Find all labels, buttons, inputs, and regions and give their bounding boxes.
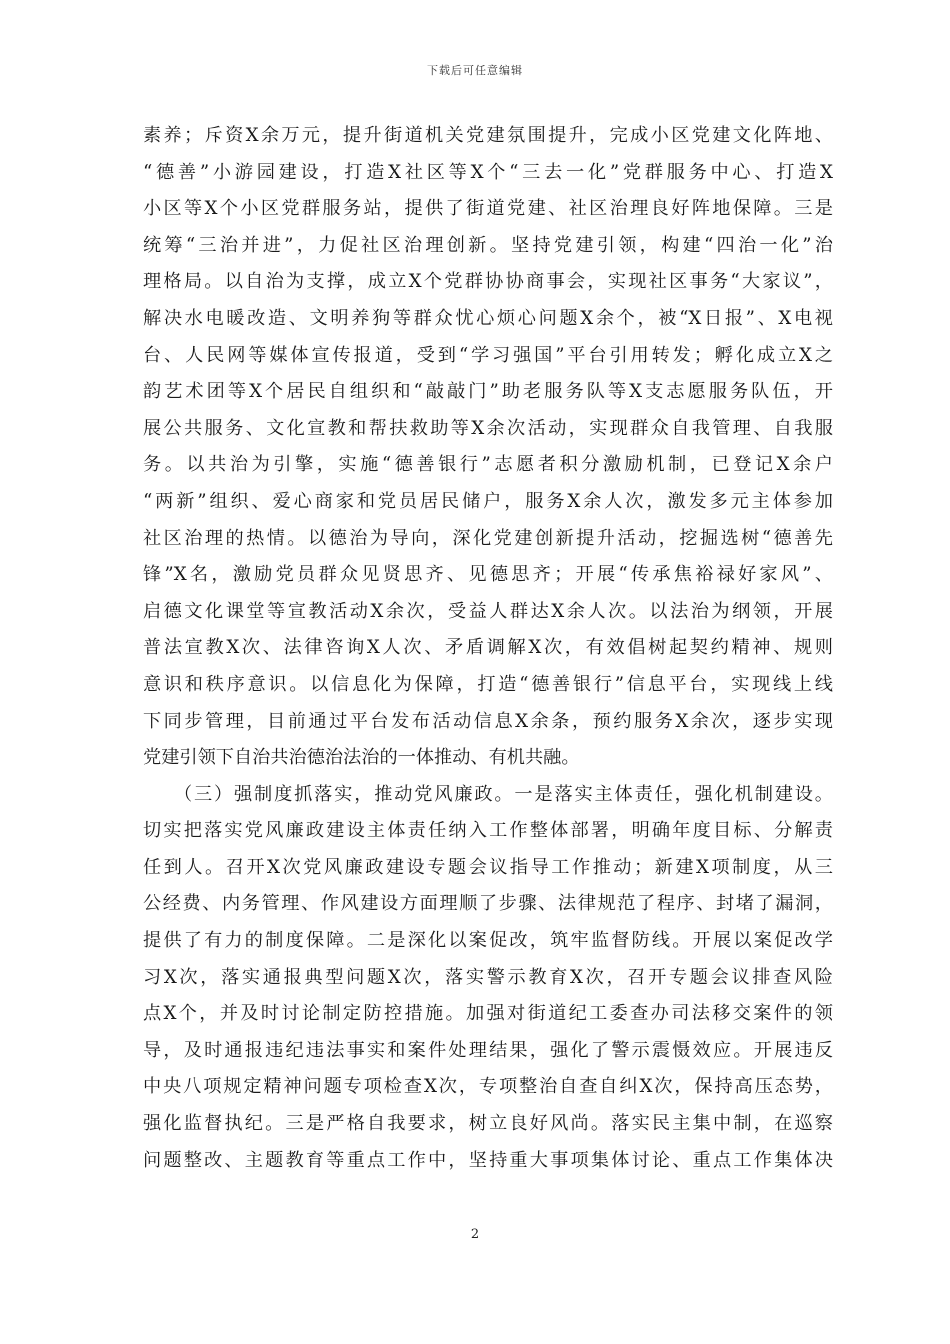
page-number: 2 <box>470 1227 480 1242</box>
text-line: 展公共服务、文化宣教和帮扶救助等X余次活动，实现群众自我管理、自我服 <box>143 417 833 439</box>
text-line: “德善”小游园建设，打造X社区等X个“三去一化”党群服务中心、打造X <box>143 161 833 183</box>
text-line: 统筹“三治并进”，力促社区治理创新。坚持党建引领，构建“四治一化”治 <box>143 234 833 256</box>
text-line: （三）强制度抓落实，推动党风廉政。一是落实主体责任，强化机制建设。 <box>143 783 833 805</box>
text-line: 解决水电暖改造、文明养狗等群众忧心烦心问题X余个，被“X日报”、X电视 <box>143 307 833 329</box>
text-line: 普法宣教X次、法律咨询X人次、矛盾调解X次，有效倡树起契约精神、规则 <box>143 637 833 659</box>
text-line: 中央八项规定精神问题专项检查X次，专项整治自查自纠X次，保持高压态势， <box>143 1076 833 1098</box>
text-line: 导，及时通报违纪违法事实和案件处理结果，强化了警示震慑效应。开展违反 <box>143 1039 833 1061</box>
text-line: 韵艺术团等X个居民自组织和“敲敲门”助老服务队等X支志愿服务队伍，开 <box>143 381 833 403</box>
text-line: 理格局。以自治为支撑，成立X个党群协协商事会，实现社区事务“大家议”， <box>143 271 833 293</box>
text-line: 问题整改、主题教育等重点工作中，坚持重大事项集体讨论、重点工作集体决 <box>143 1149 833 1171</box>
text-line: 党建引领下自治共治德治法治的一体推动、有机共融。 <box>143 747 580 769</box>
text-line: 社区治理的热情。以德治为导向，深化党建创新提升活动，挖掘选树“德善先 <box>143 527 833 549</box>
text-line: 强化监督执纪。三是严格自我要求，树立良好风尚。落实民主集中制，在巡察 <box>143 1113 833 1135</box>
page-header: 下载后可任意编辑 <box>427 64 523 77</box>
body-text <box>143 118 833 1179</box>
text-line: 提供了有力的制度保障。二是深化以案促改，筑牢监督防线。开展以案促改学 <box>143 930 833 952</box>
text-line: 务。以共治为引擎，实施“德善银行”志愿者积分激励机制，已登记X余户 <box>143 454 833 476</box>
text-line: 任到人。召开X次党风廉政建设专题会议指导工作推动；新建X项制度，从三 <box>143 856 833 878</box>
text-line: 公经费、内务管理、作风建设方面理顺了步骤、法律规范了程序、封堵了漏洞， <box>143 893 833 915</box>
text-line: 启德文化课堂等宣教活动X余次，受益人群达X余人次。以法治为纲领，开展 <box>143 600 833 622</box>
text-line: 锋”X名，激励党员群众见贤思齐、见德思齐；开展“传承焦裕禄好家风”、 <box>143 564 833 586</box>
text-line: 台、人民网等媒体宣传报道，受到“学习强国”平台引用转发；孵化成立X之 <box>143 344 833 366</box>
text-line: 意识和秩序意识。以信息化为保障，打造“德善银行”信息平台，实现线上线 <box>143 673 833 695</box>
text-line: 小区等X个小区党群服务站，提供了街道党建、社区治理良好阵地保障。三是 <box>143 198 833 220</box>
text-line: 点X个，并及时讨论制定防控措施。加强对街道纪工委查办司法移交案件的领 <box>143 1003 833 1025</box>
text-line: 习X次，落实通报典型问题X次，落实警示教育X次，召开专题会议排查风险 <box>143 966 833 988</box>
text-line: 素养；斥资X余万元，提升街道机关党建氛围提升，完成小区党建文化阵地、 <box>143 125 833 146</box>
text-line: 切实把落实党风廉政建设主体责任纳入工作整体部署，明确年度目标、分解责 <box>143 820 833 842</box>
text-line: 下同步管理，目前通过平台发布活动信息X余条，预约服务X余次，逐步实现 <box>143 710 833 732</box>
text-line: “两新”组织、爱心商家和党员居民储户，服务X余人次，激发多元主体参加 <box>143 490 833 512</box>
